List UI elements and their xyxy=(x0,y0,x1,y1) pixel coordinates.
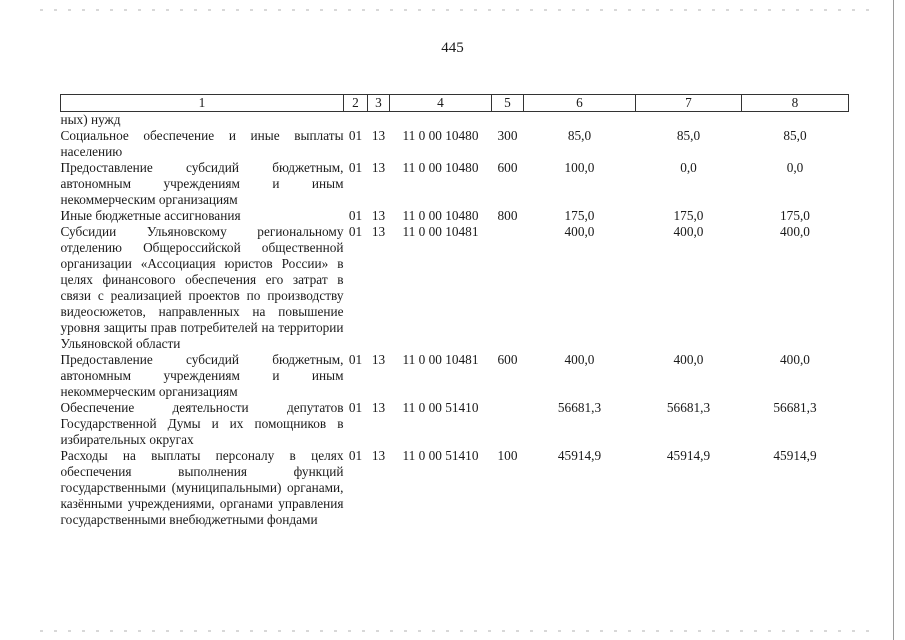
row-value-7: 175,0 xyxy=(673,208,704,223)
row-expense-type xyxy=(492,400,524,448)
row-value-7: 45914,9 xyxy=(666,448,711,463)
row-subsection: 13 xyxy=(371,448,386,463)
table-header xyxy=(61,95,849,112)
page-number: 445 xyxy=(441,40,464,56)
row-target-code: 11 0 00 51410 xyxy=(402,448,479,463)
table-row xyxy=(61,112,849,129)
row-name: Обеспечение деятельности депутатов Государственной Думы и их помощников в избирательных округах xyxy=(60,400,344,447)
row-section: 01 xyxy=(348,448,363,463)
row-value-8: 56681,3 xyxy=(773,400,817,415)
header-col-1: 1 xyxy=(61,95,344,112)
row-expense-type: 600 xyxy=(497,352,518,367)
row-section: 01 xyxy=(348,224,363,239)
table-row xyxy=(61,160,849,208)
row-value-8: 85,0 xyxy=(783,128,807,143)
row-section: 01 xyxy=(348,160,363,175)
row-value-7: 400,0 xyxy=(673,352,704,367)
scan-noise-top xyxy=(40,9,880,11)
row-subsection xyxy=(368,112,390,129)
table-row xyxy=(61,448,849,528)
row-expense-type xyxy=(492,112,524,129)
row-value-6: 56681,3 xyxy=(557,400,602,415)
row-subsection: 13 xyxy=(371,160,386,175)
row-target-code: 11 0 00 10480 xyxy=(402,208,479,223)
row-subsection: 13 xyxy=(371,208,386,223)
header-col-4: 4 xyxy=(390,95,492,112)
header-col-8: 8 xyxy=(742,95,849,112)
row-value-7: 56681,3 xyxy=(666,400,711,415)
row-value-6: 45914,9 xyxy=(557,448,602,463)
row-name: Расходы на выплаты персоналу в целях обеспечения выполнения функций государственными (муниципальными) органами, казёнными учреждениями, органами управления государственными внебюджетными фондами xyxy=(60,448,344,527)
row-section: 01 xyxy=(348,208,363,223)
row-value-7: 0,0 xyxy=(680,160,697,175)
row-value-8: 400,0 xyxy=(780,352,810,367)
row-subsection: 13 xyxy=(371,352,386,367)
row-section: 01 xyxy=(348,128,363,143)
table-row xyxy=(61,400,849,448)
table-body xyxy=(61,112,849,529)
row-value-6: 400,0 xyxy=(564,352,595,367)
row-name: Предоставление субсидий бюджетным, автономным учреждениям и иным некоммерческим организациям xyxy=(60,160,344,207)
row-target-code: 11 0 00 10480 xyxy=(402,160,479,175)
row-name: ных) нужд xyxy=(60,112,121,127)
row-value-6 xyxy=(524,112,636,129)
row-section: 01 xyxy=(348,352,363,367)
row-value-6: 100,0 xyxy=(564,160,595,175)
row-value-6: 85,0 xyxy=(567,128,592,143)
row-subsection: 13 xyxy=(371,400,386,415)
row-value-8: 400,0 xyxy=(780,224,810,239)
row-expense-type xyxy=(492,224,524,352)
row-name: Предоставление субсидий бюджетным, автономным учреждениям и иным некоммерческим организациям xyxy=(60,352,344,399)
row-target-code: 11 0 00 10480 xyxy=(402,128,479,143)
budget-table xyxy=(60,94,849,528)
row-value-8: 175,0 xyxy=(780,208,810,223)
table-row xyxy=(61,224,849,352)
page-edge xyxy=(893,0,894,640)
row-value-7: 400,0 xyxy=(673,224,704,239)
row-name: Субсидии Ульяновскому региональному отделению Общероссийской общественной организации «Ассоциация юристов России» в целях финансового обеспечения его затрат в связи с реализацией проектов по производству видеосюжетов, направленных на повышение уровня защиты прав потребителей на территории Ульяновской области xyxy=(60,224,344,351)
header-col-6: 6 xyxy=(524,95,636,112)
header-col-2: 2 xyxy=(344,95,368,112)
row-value-8: 0,0 xyxy=(786,160,804,175)
row-expense-type: 100 xyxy=(497,448,518,463)
row-section xyxy=(344,112,368,129)
row-target-code xyxy=(390,112,492,129)
row-value-8 xyxy=(742,112,849,129)
header-col-3: 3 xyxy=(368,95,390,112)
row-value-6: 175,0 xyxy=(564,208,595,223)
table-row xyxy=(61,208,849,224)
row-value-8: 45914,9 xyxy=(773,448,817,463)
row-target-code: 11 0 00 51410 xyxy=(402,400,479,415)
row-name: Иные бюджетные ассигнования xyxy=(60,208,241,223)
header-row xyxy=(61,95,849,112)
row-subsection: 13 xyxy=(371,128,386,143)
row-value-7 xyxy=(636,112,742,129)
row-expense-type: 300 xyxy=(497,128,518,143)
header-col-7: 7 xyxy=(636,95,742,112)
scan-noise-bottom xyxy=(40,630,880,632)
row-expense-type: 800 xyxy=(497,208,518,223)
row-value-7: 85,0 xyxy=(676,128,701,143)
header-col-5: 5 xyxy=(492,95,524,112)
table-row xyxy=(61,352,849,400)
row-target-code: 11 0 00 10481 xyxy=(402,352,479,367)
table-row xyxy=(61,128,849,160)
row-value-6: 400,0 xyxy=(564,224,595,239)
row-section: 01 xyxy=(348,400,363,415)
row-subsection: 13 xyxy=(371,224,386,239)
row-name: Социальное обеспечение и иные выплаты населению xyxy=(60,128,344,159)
row-expense-type: 600 xyxy=(497,160,518,175)
row-target-code: 11 0 00 10481 xyxy=(402,224,479,239)
